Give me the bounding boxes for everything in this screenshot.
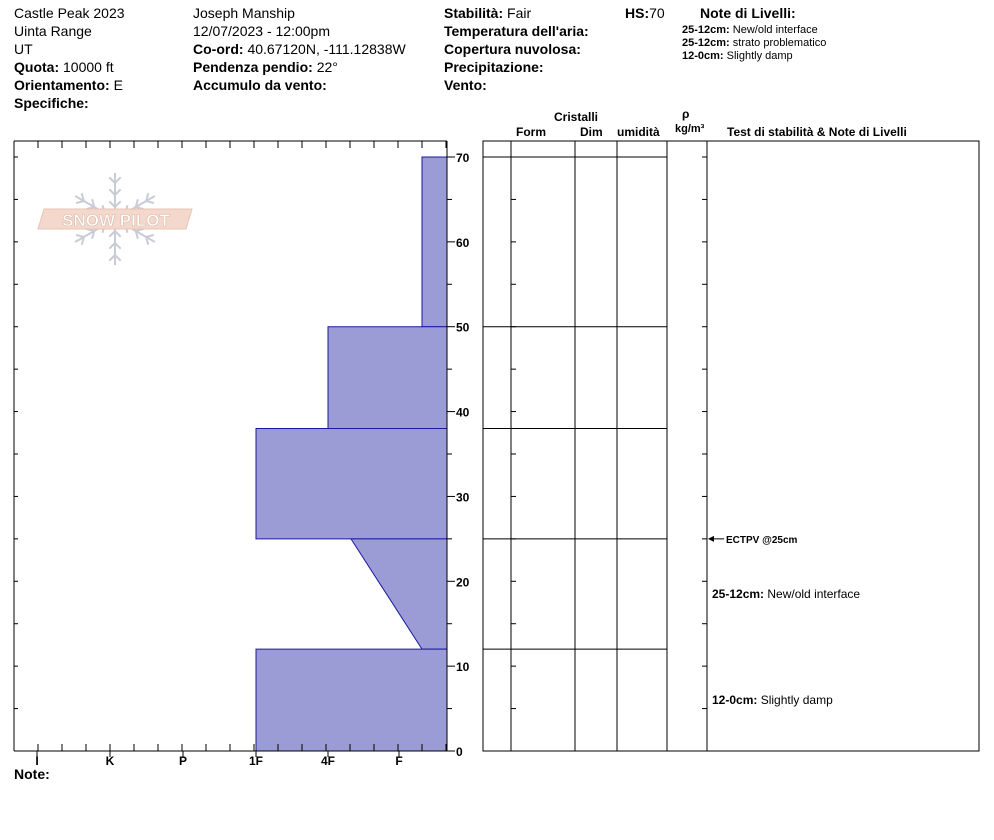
coordinates-label: Co-ord:: [193, 41, 244, 57]
layer-comment-text: New/old interface: [767, 587, 861, 602]
snow-layer: [351, 539, 447, 649]
y-tick-label: 50: [456, 320, 470, 335]
x-tick-label: F: [395, 754, 403, 768]
state: UT: [14, 41, 33, 57]
aspect-value: E: [113, 77, 123, 93]
y-tick-label: 20: [456, 575, 470, 590]
layer-note-1-range: 25-12cm:: [682, 24, 730, 36]
logo-flake-branch: [76, 235, 84, 237]
layer-note-2-text: strato problematico: [732, 37, 827, 49]
stability-value: Fair: [507, 5, 532, 21]
stability-label: Stabilità:: [444, 5, 504, 21]
layer-note-3-range: 12-0cm:: [682, 50, 724, 62]
x-tick-label: P: [178, 754, 188, 768]
layer-comment-text: Slightly damp: [760, 693, 833, 708]
precipitation-label: Precipitazione:: [444, 59, 544, 75]
layer-note-1-text: New/old interface: [732, 24, 818, 36]
slope-label: Pendenza pendio:: [193, 59, 313, 75]
table-border: [483, 141, 979, 751]
layer-comment-range: 12-0cm:: [712, 693, 761, 708]
coordinates-value: 40.67120N, -111.12838W: [247, 41, 406, 57]
observer: Joseph Manship: [193, 5, 295, 21]
layer-comment-range: 25-12cm:: [712, 587, 768, 602]
elevation-label: Quota:: [14, 59, 60, 75]
test-label: ECTPV @25cm: [726, 534, 798, 546]
layer-comment: [712, 587, 860, 601]
datetime: 12/07/2023 - 12:00pm: [193, 23, 330, 39]
layer-comment: [712, 693, 833, 707]
wind-loading-label: Accumulo da vento:: [193, 77, 327, 93]
layer-notes-title: Note di Livelli:: [700, 5, 796, 21]
logo-text: SNOW PILOT: [62, 211, 170, 230]
specifics-label: Specifiche:: [14, 95, 89, 111]
notes-label: Note:: [14, 766, 50, 782]
annotations: [708, 535, 860, 707]
hs-value: 70: [649, 5, 665, 21]
density-header: ρ: [682, 107, 690, 121]
dim-header: Dim: [580, 125, 603, 139]
y-tick-label: 10: [456, 660, 470, 675]
slope-value: 22°: [316, 59, 338, 75]
test-arrowhead: [708, 536, 714, 542]
cloud-cover-label: Copertura nuvolosa:: [444, 41, 581, 57]
y-tick-label: 70: [456, 151, 470, 165]
x-tick-label: I: [35, 754, 39, 768]
aspect-label: Orientamento:: [14, 77, 110, 93]
snow-layer: [422, 157, 447, 327]
snow-layer: [256, 429, 447, 539]
logo-flake-branch: [146, 235, 154, 237]
site-name: Castle Peak 2023: [14, 5, 125, 21]
x-tick-label: K: [105, 754, 115, 768]
wind-label: Vento:: [444, 77, 487, 93]
y-tick-label: 40: [456, 405, 470, 420]
layer-table: [483, 141, 979, 751]
y-tick-label: 30: [456, 490, 470, 505]
elevation-value: 10000 ft: [63, 59, 114, 75]
y-tick-label: 0: [456, 745, 463, 759]
x-tick-label: 4F: [320, 754, 336, 768]
hardness-layers: [256, 157, 447, 751]
crystals-header: Cristalli: [554, 110, 599, 124]
snowpilot-logo: [38, 173, 192, 265]
form-header: Form: [516, 125, 546, 139]
tests-header: Test di stabilità & Note di Livelli: [727, 125, 907, 139]
snow-layer: [328, 327, 447, 429]
y-tick-label: 60: [456, 235, 470, 250]
range-name: Uinta Range: [14, 23, 92, 39]
layer-note-2-range: 25-12cm:: [682, 37, 730, 49]
hs-label: HS:: [625, 5, 650, 21]
logo-flake-branch: [146, 201, 154, 203]
density-unit-header: kg/m³: [675, 123, 705, 135]
x-tick-label: 1F: [248, 754, 264, 768]
layer-note-3-text: Slightly damp: [726, 50, 793, 62]
snow-layer: [256, 649, 447, 751]
moisture-header: umidità: [617, 125, 660, 139]
air-temp-label: Temperatura dell'aria:: [444, 23, 589, 39]
logo-flake-branch: [76, 201, 84, 203]
